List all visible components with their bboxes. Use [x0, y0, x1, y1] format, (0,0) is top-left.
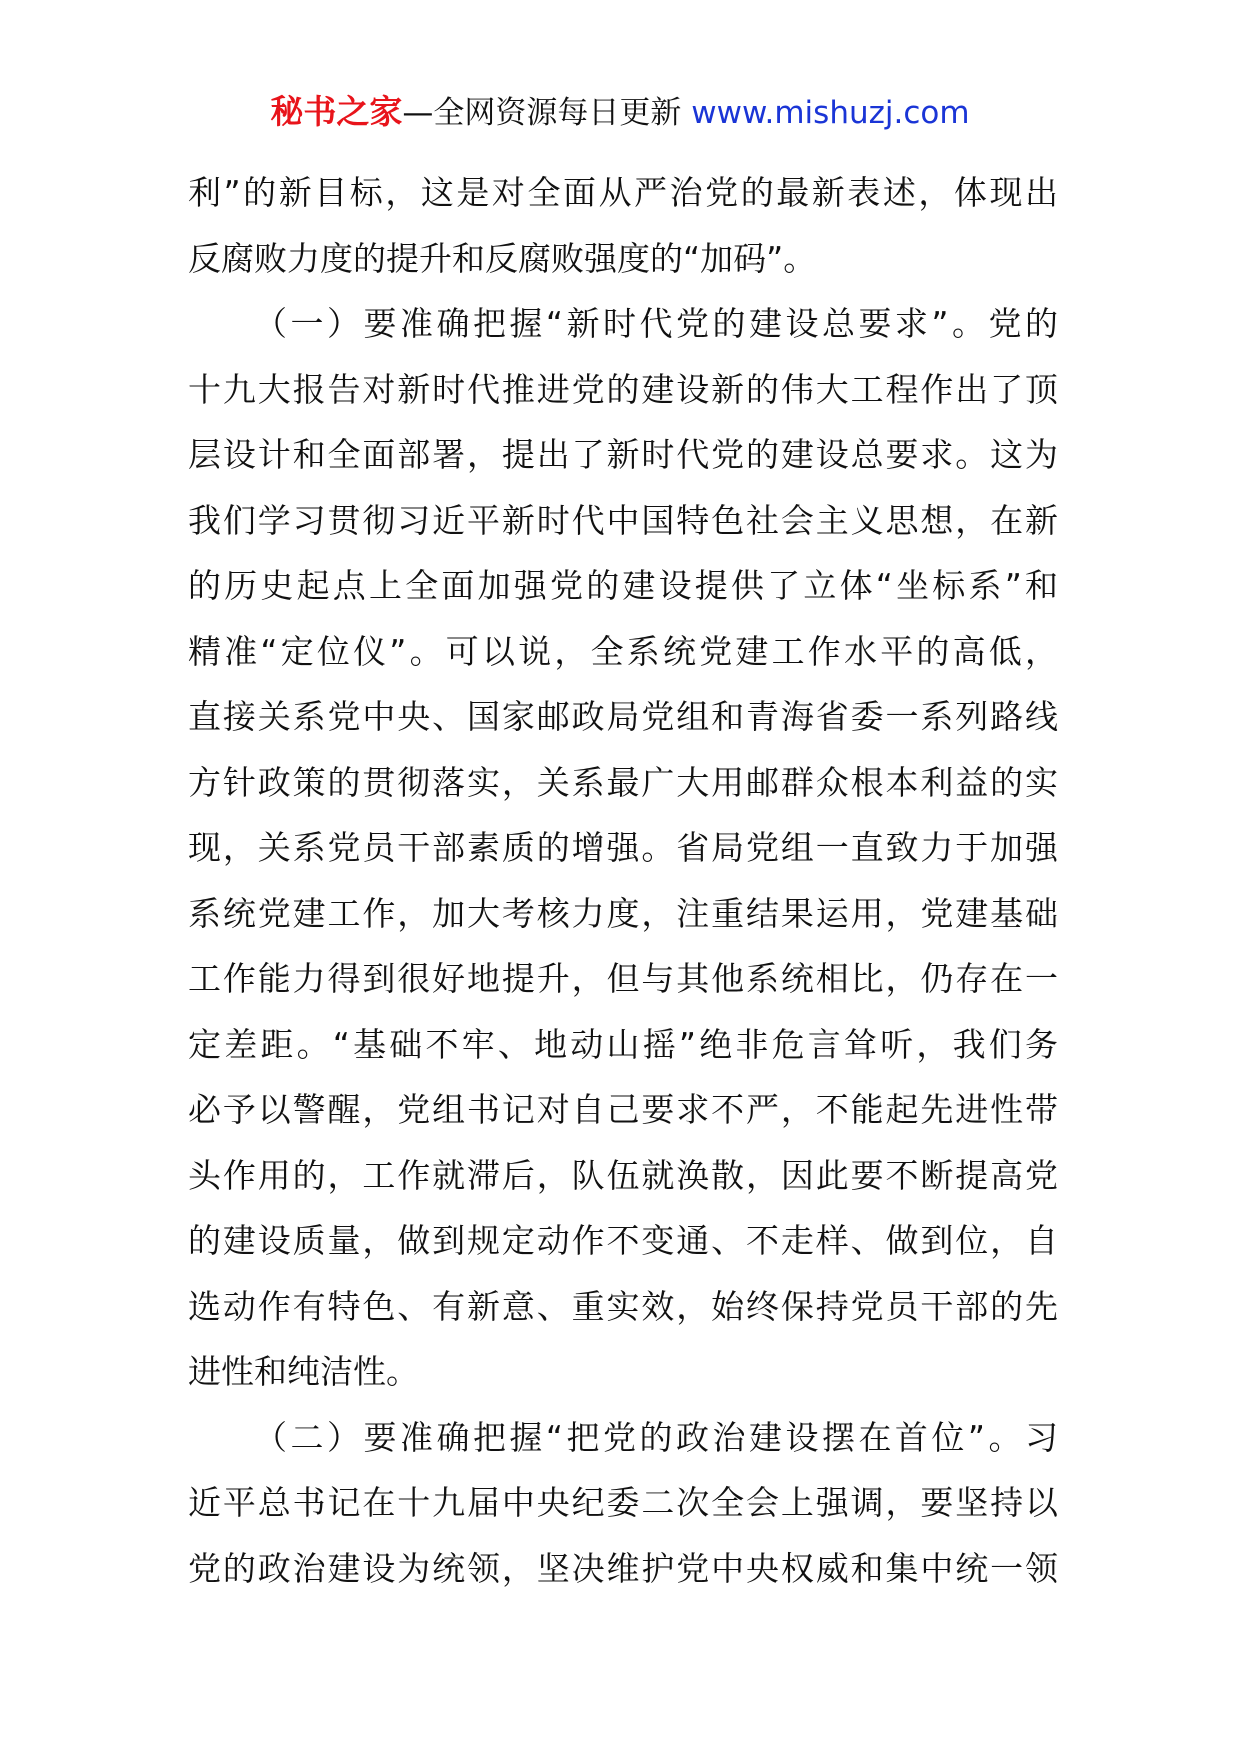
text-line: 工作能力得到很好地提升，但与其他系统相比，仍存在一	[188, 959, 1058, 998]
section-heading-line: （一）要准确把握“新时代党的建设总要求”。党的	[254, 304, 1058, 343]
text-line: 近平总书记在十九届中央纪委二次全会上强调，要坚持以	[188, 1483, 1058, 1522]
text-line: 十九大报告对新时代推进党的建设新的伟大工程作出了顶	[188, 369, 1058, 409]
site-brand: 秘书之家	[270, 92, 403, 131]
text-line: 进性和纯洁性。	[188, 1352, 419, 1391]
text-line: 直接关系党中央、国家邮政局党组和青海省委一系列路线	[188, 697, 1058, 736]
text-line: 党的政治建设为统领，坚决维护党中央权威和集中统一领	[188, 1548, 1058, 1588]
text-line: 头作用的，工作就滞后，队伍就涣散，因此要不断提高党	[188, 1155, 1058, 1195]
document-body	[188, 160, 1058, 1601]
text-line: 利”的新目标，这是对全面从严治党的最新表述，体现出	[188, 173, 1058, 212]
site-url-link[interactable]: www.mishuzj.com	[691, 95, 970, 131]
text-line: 系统党建工作，加大考核力度，注重结果运用，党建基础	[188, 893, 1058, 933]
text-line: 反腐败力度的提升和反腐败强度的“加码”。	[188, 238, 817, 278]
text-line: 选动作有特色、有新意、重实效，始终保持党员干部的先	[188, 1286, 1058, 1326]
text-line: 定差距。“基础不牢、地动山摇”绝非危言耸听，我们务	[188, 1024, 1058, 1064]
text-line: 的建设质量，做到规定动作不变通、不走样、做到位，自	[188, 1221, 1058, 1260]
text-line: 我们学习贯彻习近平新时代中国特色社会主义思想，在新	[188, 500, 1058, 540]
text-line: 方针政策的贯彻落实，关系最广大用邮群众根本利益的实	[188, 762, 1058, 802]
site-header	[0, 92, 1240, 133]
text-line: 层设计和全面部署，提出了新时代党的建设总要求。这为	[188, 435, 1058, 474]
text-line: 的历史起点上全面加强党的建设提供了立体“坐标系”和	[188, 566, 1058, 605]
text-line: 必予以警醒，党组书记对自己要求不严，不能起先进性带	[188, 1090, 1058, 1129]
text-line: 精准“定位仪”。可以说，全系统党建工作水平的高低，	[188, 631, 1058, 671]
text-line: 现，关系党员干部素质的增强。省局党组一直致力于加强	[188, 828, 1058, 867]
site-tagline: —全网资源每日更新	[402, 95, 692, 131]
section-heading-line: （二）要准确把握“把党的政治建设摆在首位”。习	[254, 1417, 1058, 1457]
